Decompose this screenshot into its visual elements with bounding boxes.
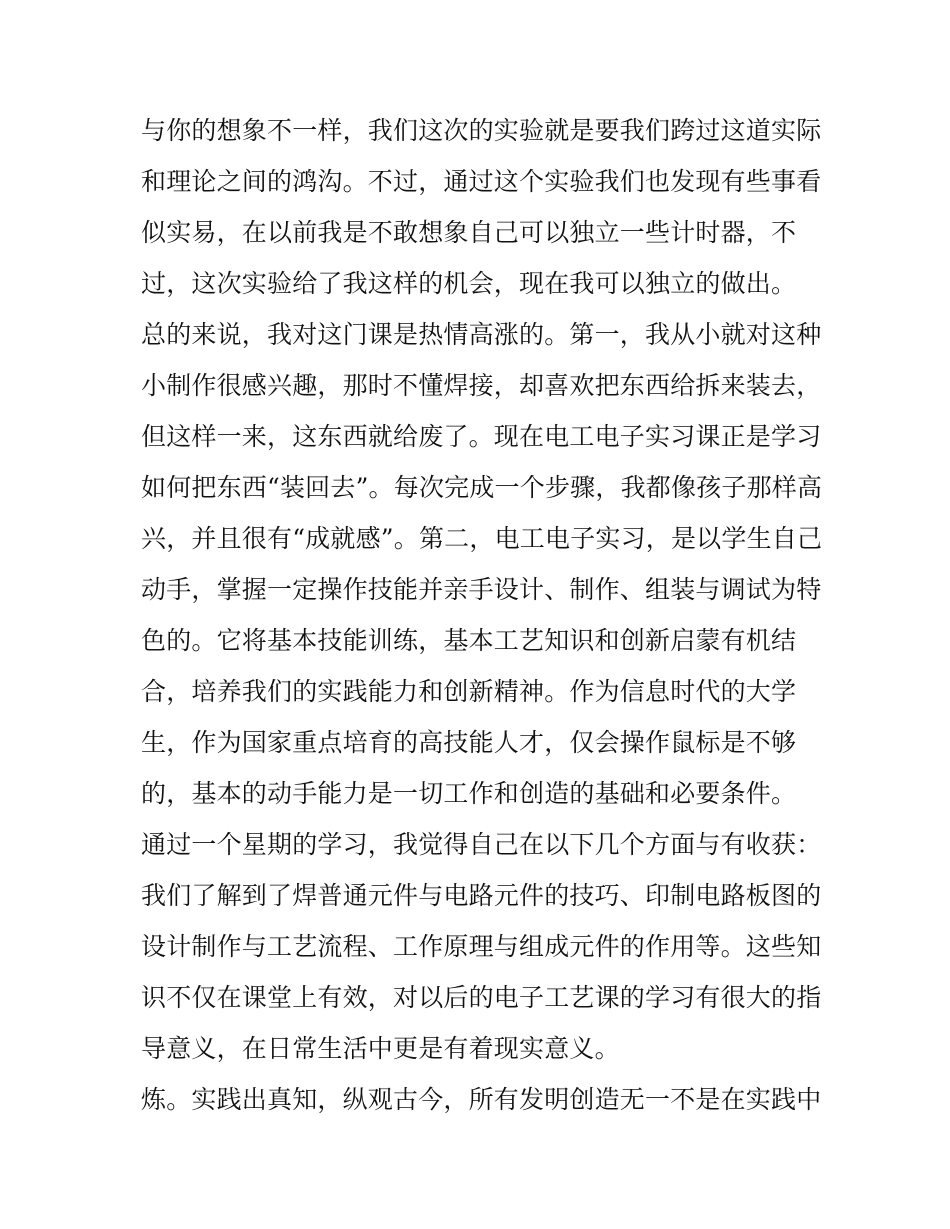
text-line: 通过一个星期的学习，我觉得自己在以下几个方面与有收获：: [141, 830, 822, 859]
body-text: [141, 105, 821, 1125]
text-line: 兴，并且很有“成就感”。第二，电工电子实习，是以学生自己: [141, 524, 823, 553]
text-line: 识不仅在课堂上有效，对以后的电子工艺课的学习有很大的指: [141, 983, 822, 1012]
text-line: 设计制作与工艺流程、工作原理与组成元件的作用等。这些知: [141, 932, 822, 961]
text-line: 生，作为国家重点培育的高技能人才，仅会操作鼠标是不够: [141, 728, 797, 757]
text-line: 我们了解到了焊普通元件与电路元件的技巧、印制电路板图的: [141, 881, 822, 910]
text-line: 似实易，在以前我是不敢想象自己可以独立一些计时器，不: [141, 218, 797, 247]
text-line: 导意义，在日常生活中更是有着现实意义。: [141, 1034, 620, 1063]
text-line: 与你的想象不一样，我们这次的实验就是要我们跨过这道实际: [141, 116, 822, 145]
text-line: 但这样一来，这东西就给废了。现在电工电子实习课正是学习: [141, 422, 822, 451]
text-line: 总的来说，我对这门课是热情高涨的。第一，我从小就对这种: [141, 320, 822, 349]
text-line: 色的。它将基本技能训练，基本工艺知识和创新启蒙有机结: [141, 626, 797, 655]
text-line: 的，基本的动手能力是一切工作和创造的基础和必要条件。: [141, 779, 797, 808]
text-line: 合，培养我们的实践能力和创新精神。作为信息时代的大学: [141, 677, 797, 706]
text-line: 动手，掌握一定操作技能并亲手设计、制作、组装与调试为特: [141, 575, 822, 604]
text-line: 过，这次实验给了我这样的机会，现在我可以独立的做出。: [141, 269, 797, 298]
text-line: 炼。实践出真知，纵观古今，所有发明创造无一不是在实践中: [141, 1085, 822, 1114]
text-line: 如何把东西“装回去”。每次完成一个步骤，我都像孩子那样高: [141, 473, 823, 502]
text-line: 小制作很感兴趣，那时不懂焊接，却喜欢把东西给拆来装去，: [141, 371, 822, 400]
text-line: 和理论之间的鸿沟。不过，通过这个实验我们也发现有些事看: [141, 167, 822, 196]
